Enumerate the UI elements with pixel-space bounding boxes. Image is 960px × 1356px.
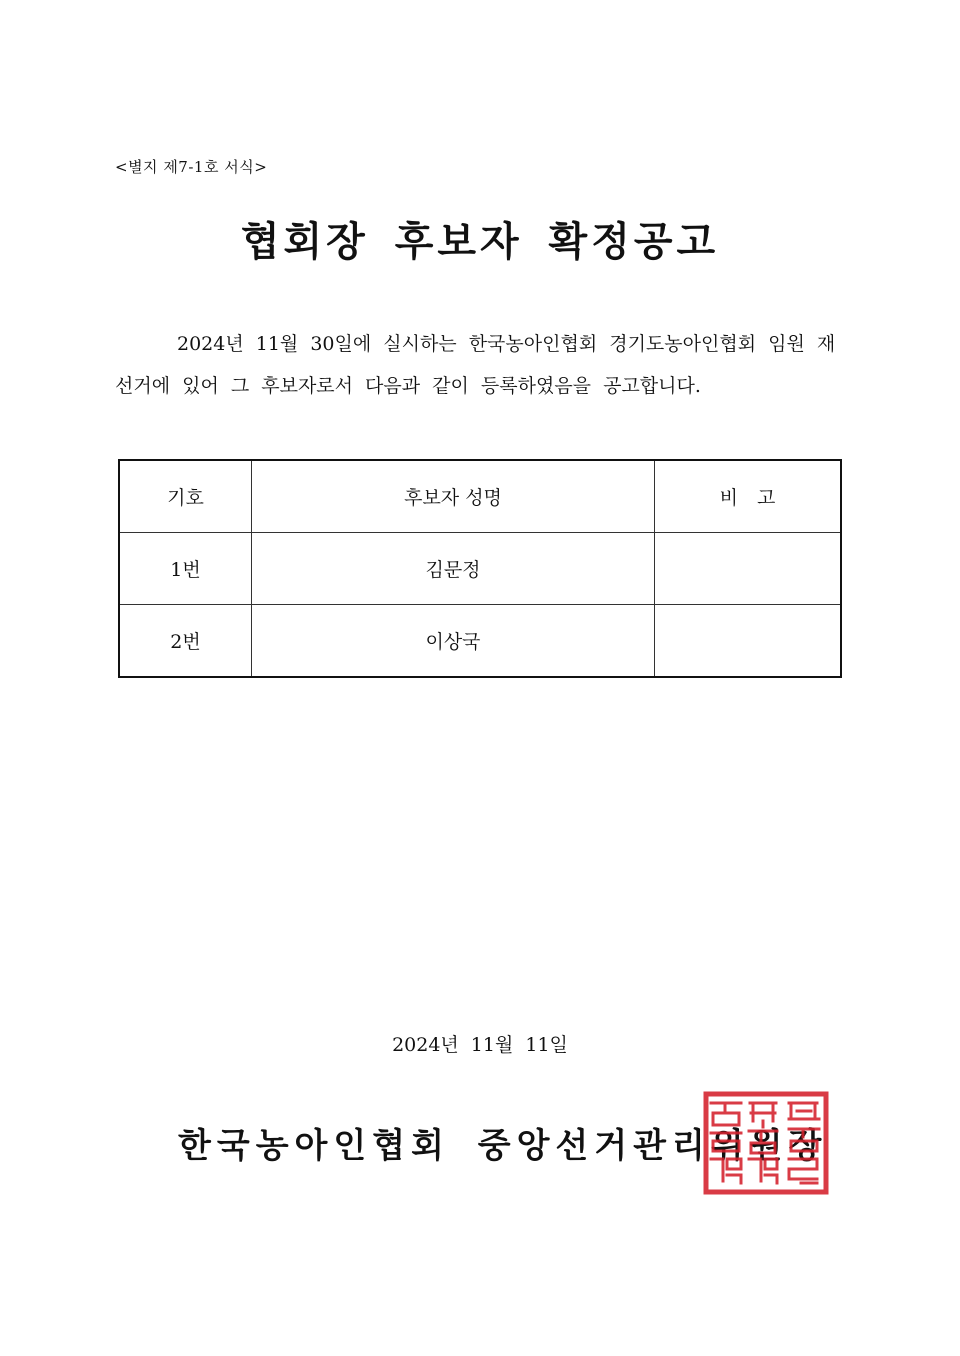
announcement-date: 2024년 11월 11일 xyxy=(392,1034,568,1056)
header-note: 비 고 xyxy=(655,460,842,533)
header-number: 기호 xyxy=(119,460,252,533)
official-seal-icon xyxy=(703,1091,829,1195)
announcement-body xyxy=(115,323,850,407)
form-label: <별지 제7-1호 서식> xyxy=(115,158,268,176)
table-row xyxy=(119,533,841,605)
body-line-1: 2024년 11월 30일에 실시하는 한국농아인협회 경기도농아인협회 임원 재 xyxy=(177,333,836,355)
document-title: 협회장 후보자 확정공고 xyxy=(240,218,720,265)
candidate-number: 1번 xyxy=(119,533,252,605)
candidate-name: 김문정 xyxy=(252,533,655,605)
candidate-table xyxy=(118,459,842,678)
candidate-note xyxy=(655,533,842,605)
candidate-number: 2번 xyxy=(119,605,252,678)
candidate-name: 이상국 xyxy=(252,605,655,678)
issuer-name: 한국농아인협회 중앙선거관리위원장 xyxy=(178,1126,828,1166)
header-candidate-name: 후보자 성명 xyxy=(252,460,655,533)
table-row xyxy=(119,605,841,678)
body-line-2: 선거에 있어 그 후보자로서 다음과 같이 등록하였음을 공고합니다. xyxy=(115,375,701,397)
candidate-note xyxy=(655,605,842,678)
table-header-row xyxy=(119,460,841,533)
